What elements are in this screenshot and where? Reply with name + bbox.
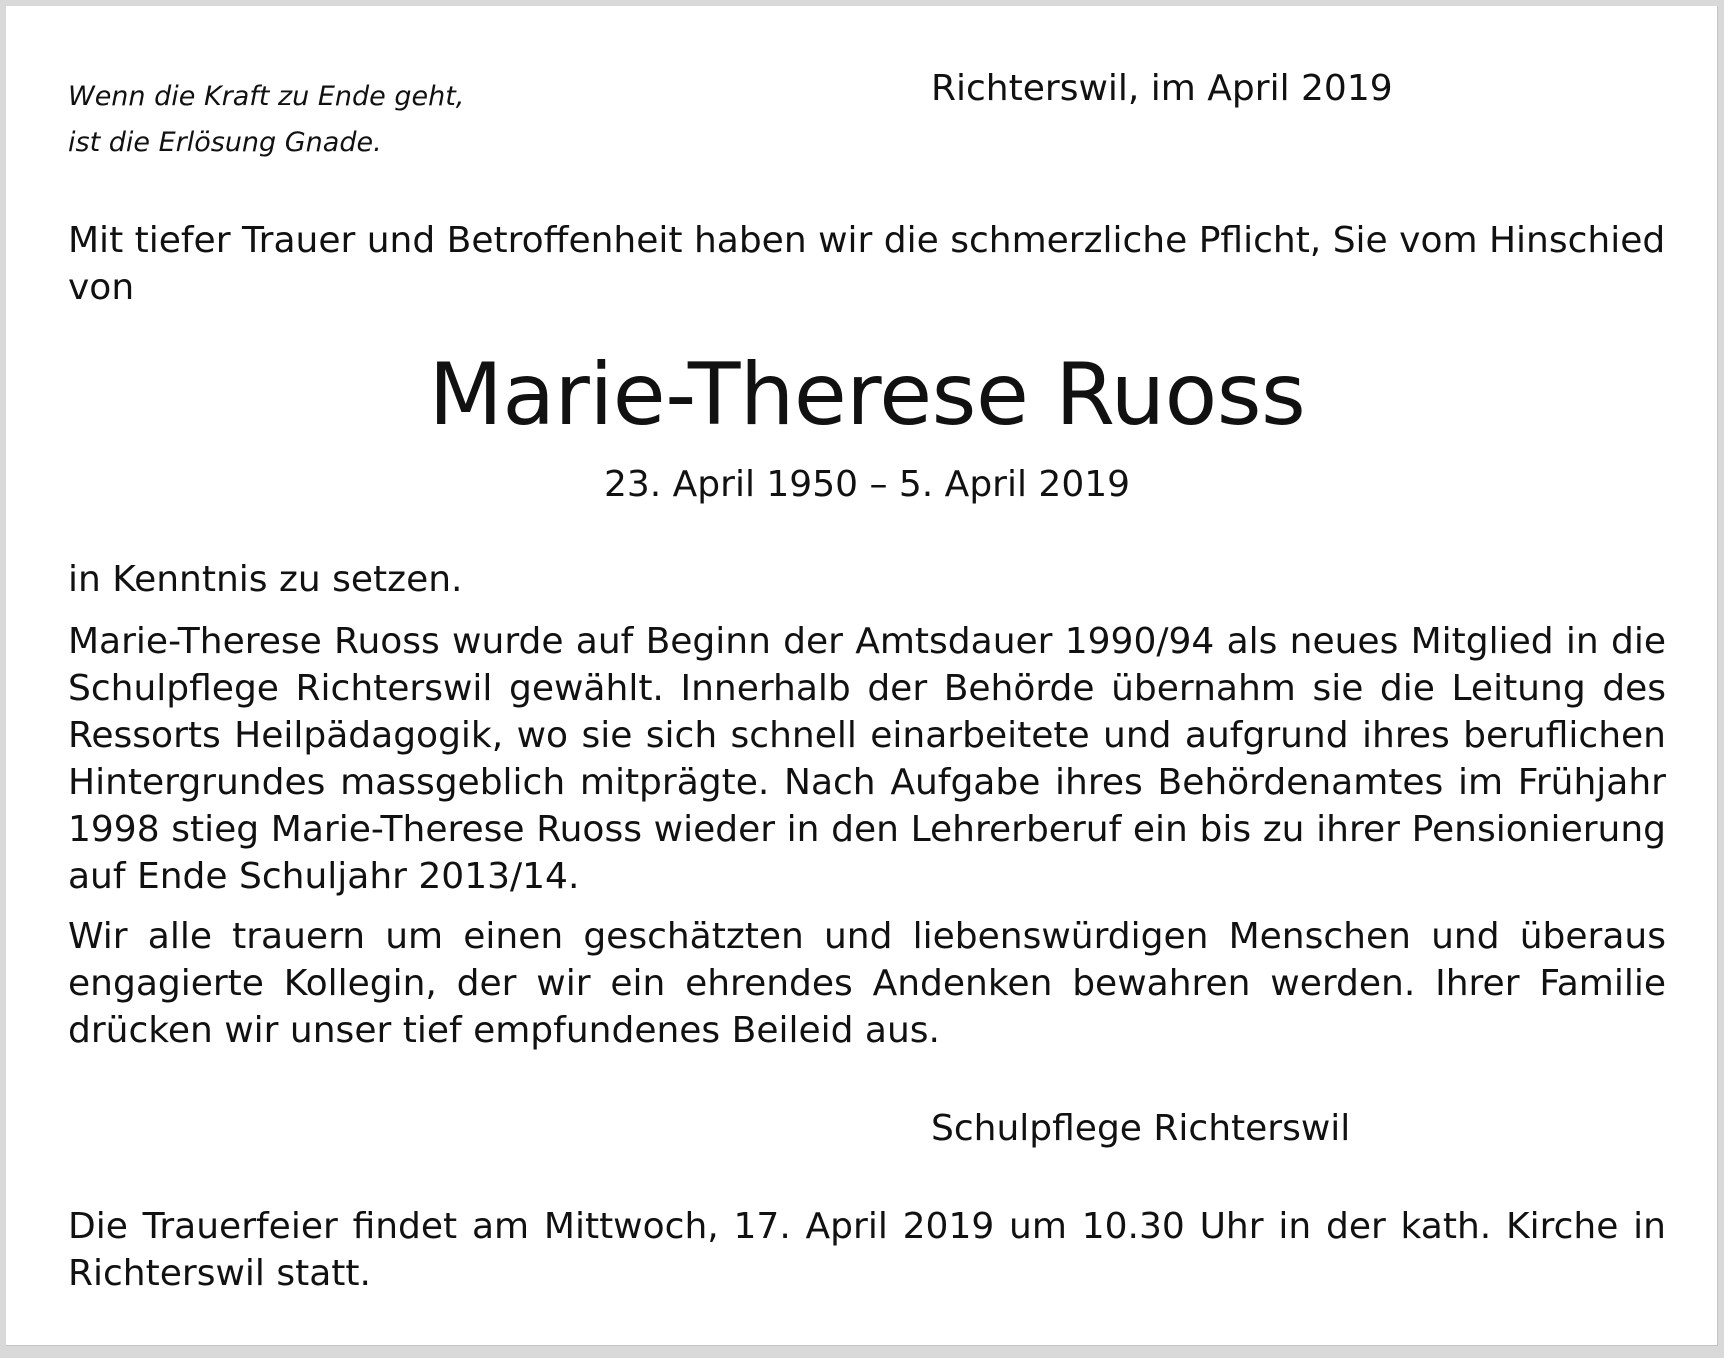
paragraph-line: Schulpflege Richterswil gewählt. Innerhalb der Behörde übernahm sie die Leitung des — [68, 668, 1666, 709]
paragraph-line: Hintergrundes massgeblich mitprägte. Nach Aufgabe ihres Behördenamtes im Frühjahr — [68, 762, 1666, 803]
intro-line: Mit tiefer Trauer und Betroffenheit haben wir die schmerzliche Pflicht, Sie vom Hinschied — [68, 220, 1666, 261]
motto-quote — [68, 74, 464, 166]
paragraph-line: 1998 stieg Marie-Therese Ruoss wieder in den Lehrerberuf ein bis zu ihrer Pensionierung — [68, 809, 1666, 850]
paragraph-line: engagierte Kollegin, der wir ein ehrendes Andenken bewahren werden. Ihrer Familie — [68, 963, 1666, 1004]
intro-line: von — [68, 267, 135, 308]
funeral-notice — [68, 1203, 1666, 1297]
paragraph-line: Ressorts Heilpädagogik, wo sie sich schnell einarbeitete und aufgrund ihres beruflichen — [68, 715, 1666, 756]
paragraph-line: auf Ende Schuljahr 2013/14. — [68, 856, 580, 897]
biography-paragraph — [68, 618, 1666, 900]
life-dates: 23. April 1950 – 5. April 2019 — [603, 464, 1131, 505]
motto-line: ist die Erlösung Gnade. — [68, 127, 382, 158]
place-date: Richterswil, im April 2019 — [931, 68, 1393, 109]
signature: Schulpflege Richterswil — [931, 1108, 1351, 1149]
paragraph-line: Wir alle trauern um einen geschätzten und liebenswürdigen Menschen und überaus — [68, 916, 1666, 957]
obituary-page — [6, 6, 1718, 1346]
funeral-line: Die Trauerfeier findet am Mittwoch, 17. April 2019 um 10.30 Uhr in der kath. Kirche in — [68, 1206, 1666, 1247]
condolence-paragraph — [68, 913, 1666, 1054]
paragraph-line: Marie-Therese Ruoss wurde auf Beginn der Amtsdauer 1990/94 als neues Mitglied in die — [68, 621, 1666, 662]
notice-text: in Kenntnis zu setzen. — [68, 559, 463, 600]
paragraph-line: drücken wir unser tief empfundenes Beileid aus. — [68, 1010, 940, 1051]
funeral-line: Richterswil statt. — [68, 1253, 371, 1294]
motto-line: Wenn die Kraft zu Ende geht, — [68, 81, 465, 112]
deceased-name: Marie-Therese Ruoss — [428, 345, 1306, 445]
intro-text — [68, 217, 1666, 311]
